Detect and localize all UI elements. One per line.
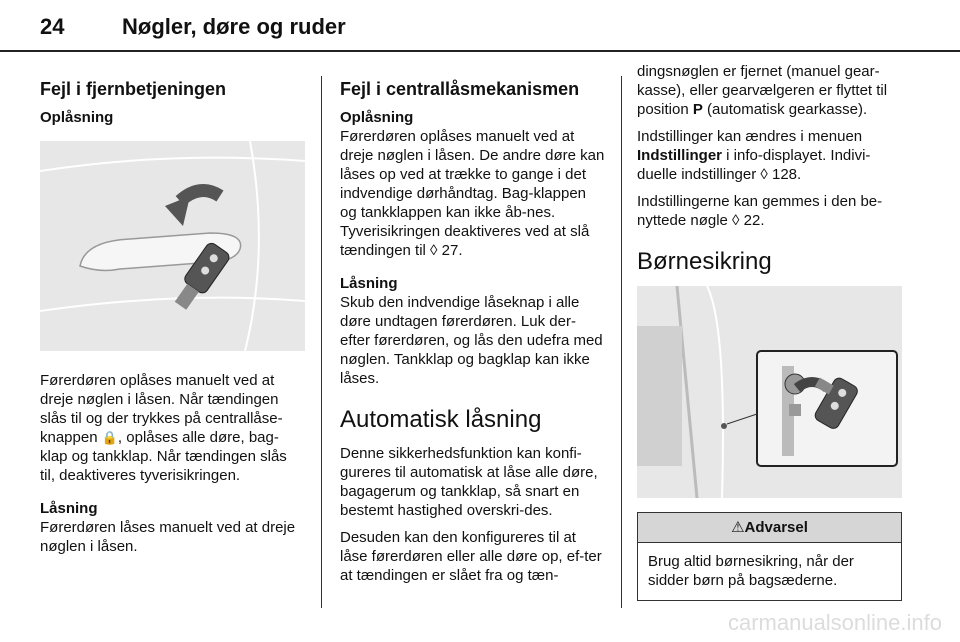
settings-paragraph <box>637 127 902 184</box>
gear-position-p: P <box>692 101 703 118</box>
auto-lock-paragraph-1: Denne sikkerhedsfunktion kan konfi-gureres til automatisk at låse alle døre, bagagerum og tankklap, så snart en bestemt hastighed overskri-des. <box>340 445 598 519</box>
unlock-paragraph-2: Førerdøren oplåses manuelt ved at dreje nøglen i låsen. De andre døre kan låses op ved at trække to gange i det indvendige dørhåndtag. Bag-klappen og tankklappen kan ikke åb-nes. Tyverisikringen deaktiveres ved at slå tændingen til ◊ 27. <box>340 128 605 259</box>
header-rule <box>0 50 960 52</box>
child-lock-heading: Børnesikring <box>637 248 772 275</box>
section-heading-remote: Fejl i fjernbetjeningen <box>40 79 227 99</box>
column-2 <box>340 68 605 593</box>
settings-text-2: i info-displayet. Indivi-duelle indstillinger ◊ 128. <box>637 147 871 183</box>
warning-box <box>637 512 902 601</box>
warning-triangle-icon: ⚠ <box>731 519 745 536</box>
page-header <box>40 14 346 40</box>
unlock-text-part-1: Førerdøren oplåses manuelt ved at dreje nøglen i låsen. Når tændingen slås til og der trykkes på centrallåse-knappen <box>40 372 283 446</box>
warning-title: Advarsel <box>744 519 808 536</box>
page-number: 24 <box>40 14 65 39</box>
saved-settings-paragraph: Indstillingerne kan gemmes i den be-nyttede nøgle ◊ 22. <box>637 193 883 229</box>
column-1 <box>40 68 305 564</box>
section-heading-central-lock: Fejl i centrallåsmekanismen <box>340 79 580 99</box>
lock-subheading: Låsning <box>40 500 98 517</box>
settings-menu-name: Indstillinger <box>637 147 723 164</box>
child-lock-illustration <box>637 286 902 498</box>
auto-lock-paragraph-2: Desuden kan den konfigureres til at låse førerdøren eller alle døre op, ef-ter at tændingen er slået fra og tæn- <box>340 529 602 584</box>
lock-paragraph: Førerdøren låses manuelt ved at dreje nøglen i låsen. <box>40 519 296 555</box>
cont-text-2: (automatisk gearkasse). <box>702 101 868 118</box>
unlock-paragraph <box>40 371 305 485</box>
cont-text-1: dingsnøglen er fjernet (manuel gear-kasse), eller gearvælgeren er flyttet til position <box>637 63 888 118</box>
column-divider-2 <box>621 76 622 608</box>
auto-lock-continuation <box>637 62 902 119</box>
warning-text: Brug altid børnesikring, når der sidder børn på bagsæderne. <box>648 553 854 589</box>
page-title: Nøgler, døre og ruder <box>122 14 346 39</box>
warning-header <box>638 513 901 543</box>
unlock-subheading-2: Oplåsning <box>340 109 414 126</box>
lock-subheading-2: Låsning <box>340 275 398 292</box>
settings-text-1: Indstillinger kan ændres i menuen <box>637 128 863 145</box>
column-divider-1 <box>321 76 322 608</box>
unlock-text-part-2: , oplåses alle døre, bag-klap og tankklap. Når tændingen slås til, deaktiveres tyverisikringen. <box>40 429 287 484</box>
watermark: carmanualsonline.info <box>727 610 942 635</box>
column-3 <box>637 62 902 601</box>
lock-icon: 🔒 <box>101 430 118 445</box>
unlock-subheading: Oplåsning <box>40 109 114 126</box>
auto-lock-heading: Automatisk låsning <box>340 406 542 433</box>
lock-paragraph-2: Skub den indvendige låseknap i alle døre undtagen førerdøren. Luk der-efter førerdøren, og lås den udefra med nøglen. Tankklap og bagklap kan ikke låses. <box>340 294 603 387</box>
door-handle-key-illustration <box>40 141 305 351</box>
